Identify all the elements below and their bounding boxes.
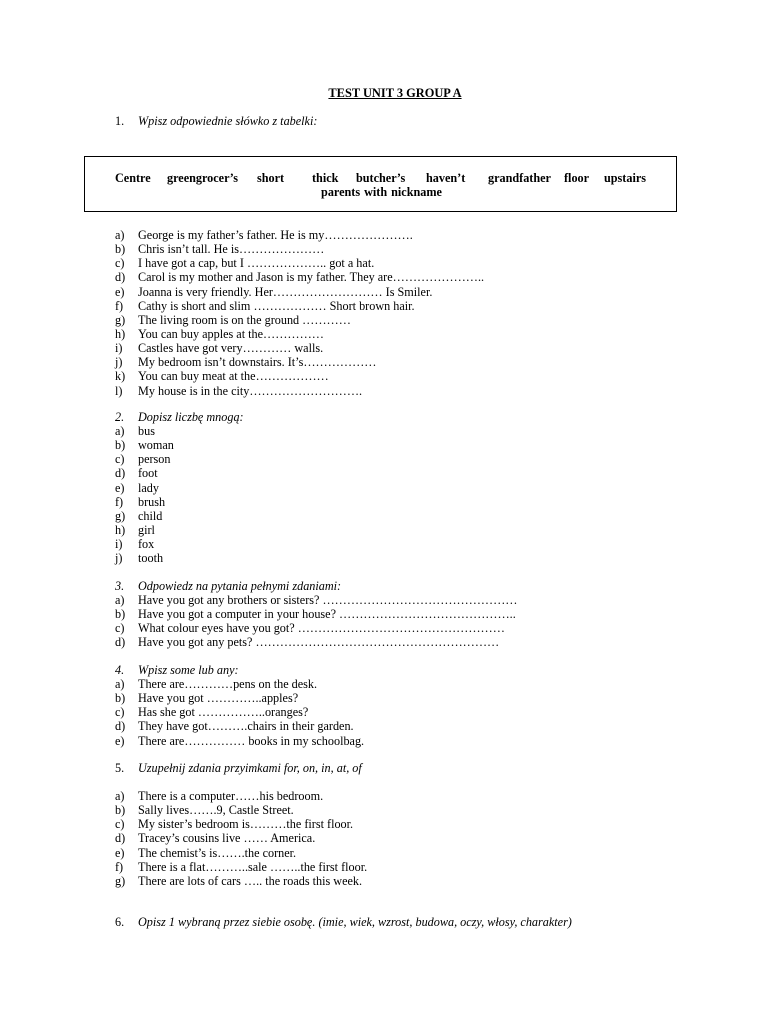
item-letter: k): [115, 369, 126, 384]
item-text: You can buy apples at the……………: [138, 326, 324, 341]
item-letter: d): [115, 270, 126, 285]
list-item: [115, 593, 517, 607]
item-letter: b): [115, 438, 126, 453]
section-instruction: Wpisz some lub any:: [138, 663, 239, 677]
item-text: Joanna is very friendly. Her……………………… Is Smiler.: [138, 284, 433, 299]
list-item: [115, 299, 484, 313]
section-5-heading: [115, 761, 362, 776]
item-letter: f): [115, 494, 124, 509]
list-item: [115, 551, 174, 565]
section-3-heading: [115, 579, 341, 594]
item-letter: a): [115, 677, 125, 691]
item-letter: e): [115, 284, 125, 299]
list-item: [115, 466, 174, 480]
item-letter: e): [115, 733, 125, 748]
list-item: [115, 537, 174, 551]
list-item: [115, 719, 364, 733]
list-item: [115, 313, 484, 327]
item-letter: j): [115, 551, 123, 566]
section-6-heading: [115, 915, 572, 930]
item-text: person: [138, 452, 171, 467]
section-4-heading: [115, 663, 239, 678]
item-text: woman: [138, 438, 174, 453]
list-item: [115, 384, 484, 398]
item-text: Has she got ……………..oranges?: [138, 705, 309, 720]
list-item: [115, 341, 484, 355]
item-text: The living room is on the ground …………: [138, 312, 351, 327]
word-bank-row-1: [115, 171, 646, 186]
item-text: lady: [138, 480, 159, 495]
item-text: My sister’s bedroom is………the first floor.: [138, 817, 354, 832]
list-item: [115, 285, 484, 299]
page-title: TEST UNIT 3 GROUP A: [328, 86, 462, 100]
item-text: My bedroom isn’t downstairs. It’s………………: [138, 355, 377, 370]
item-letter: e): [115, 845, 125, 860]
section-3-list: [115, 593, 517, 650]
item-letter: g): [115, 873, 126, 888]
item-text: bus: [138, 424, 155, 438]
item-text: Carol is my mother and Jason is my father. They are…………………..: [138, 270, 485, 285]
item-letter: c): [115, 452, 125, 467]
item-text: I have got a cap, but I ……………….. got a hat.: [138, 256, 375, 271]
item-letter: b): [115, 242, 126, 257]
word-bank-word: floor: [564, 171, 590, 185]
list-item: [115, 803, 367, 817]
item-text: child: [138, 508, 163, 523]
list-item: [115, 509, 174, 523]
item-letter: i): [115, 341, 123, 356]
list-item: [115, 846, 367, 860]
item-letter: a): [115, 424, 125, 438]
item-letter: b): [115, 691, 126, 706]
item-text: My house is in the city……………………….: [138, 383, 363, 398]
word-bank-word: Centre: [115, 171, 151, 185]
word-bank-word: grandfather: [488, 171, 551, 185]
section-number: 1.: [115, 114, 125, 128]
item-letter: d): [115, 466, 126, 481]
list-item: [115, 734, 364, 748]
item-text: Castles have got very………… walls.: [138, 341, 324, 356]
item-text: brush: [138, 494, 166, 509]
item-letter: b): [115, 607, 126, 622]
list-item: [115, 817, 367, 831]
list-item: [115, 481, 174, 495]
list-item: [115, 495, 174, 509]
word-bank-word: thick: [312, 171, 339, 185]
word-bank-box: [84, 156, 677, 212]
item-letter: d): [115, 831, 126, 846]
item-text: foot: [138, 466, 158, 481]
word-bank-word: butcher’s: [356, 171, 406, 185]
item-text: Cathy is short and slim ……………… Short brown hair.: [138, 298, 415, 313]
list-item: [115, 270, 484, 284]
word-bank-word: greengrocer’s: [167, 171, 239, 185]
item-text: You can buy meat at the………………: [138, 369, 329, 384]
section-number: 6.: [115, 915, 125, 929]
section-2-list: [115, 424, 174, 565]
section-number: 2.: [115, 410, 125, 424]
item-text: Have you got …………..apples?: [138, 691, 299, 706]
word-bank-word: parents: [321, 185, 361, 199]
list-item: [115, 327, 484, 341]
list-item: [115, 369, 484, 383]
list-item: [115, 789, 367, 803]
item-text: There are…………pens on the desk.: [138, 677, 318, 691]
item-letter: c): [115, 256, 125, 271]
list-item: [115, 242, 484, 256]
item-letter: d): [115, 635, 126, 650]
list-item: [115, 705, 364, 719]
list-item: [115, 523, 174, 537]
item-text: Have you got a computer in your house? ……………………………………..: [138, 607, 516, 622]
item-text: What colour eyes have you got? ……………………………………………: [138, 621, 505, 636]
item-letter: h): [115, 326, 126, 341]
item-text: Sally lives…….9, Castle Street.: [138, 803, 294, 818]
list-item: [115, 355, 484, 369]
section-number: 4.: [115, 663, 125, 677]
item-text: Have you got any brothers or sisters? …………………………………………: [138, 593, 518, 607]
item-letter: g): [115, 508, 126, 523]
word-bank-word: with: [364, 185, 388, 199]
item-text: There is a computer……his bedroom.: [138, 789, 324, 803]
word-bank-row-2: [85, 185, 678, 200]
list-item: [115, 607, 517, 621]
item-letter: c): [115, 621, 125, 636]
item-text: tooth: [138, 551, 164, 566]
list-item: [115, 874, 367, 888]
list-item: [115, 691, 364, 705]
item-text: The chemist’s is…….the corner.: [138, 845, 297, 860]
list-item: [115, 228, 484, 242]
item-text: girl: [138, 522, 155, 537]
item-letter: f): [115, 298, 124, 313]
list-item: [115, 424, 174, 438]
item-text: Have you got any pets? ……………………………………………………: [138, 635, 500, 650]
section-4-list: [115, 677, 364, 748]
list-item: [115, 621, 517, 635]
list-item: [115, 256, 484, 270]
list-item: [115, 635, 517, 649]
item-letter: i): [115, 537, 123, 552]
item-letter: b): [115, 803, 126, 818]
word-bank-word: nickname: [391, 185, 442, 199]
item-letter: g): [115, 312, 126, 327]
list-item: [115, 831, 367, 845]
item-text: There are lots of cars ….. the roads this week.: [138, 873, 363, 888]
section-5-list: [115, 789, 367, 888]
section-instruction: Dopisz liczbę mnogą:: [138, 410, 244, 424]
section-instruction: Uzupełnij zdania przyimkami for, on, in, at, of: [138, 761, 362, 775]
item-letter: a): [115, 593, 125, 607]
item-letter: c): [115, 817, 125, 832]
word-bank-word: upstairs: [604, 171, 646, 185]
item-text: There is a flat………..sale ……..the first floor.: [138, 859, 368, 874]
word-bank-word: haven’t: [426, 171, 466, 185]
section-instruction: Odpowiedz na pytania pełnymi zdaniami:: [138, 579, 342, 593]
item-letter: f): [115, 859, 124, 874]
section-2-heading: [115, 410, 244, 425]
item-text: There are…………… books in my schoolbag.: [138, 733, 365, 748]
item-text: George is my father’s father. He is my………………….: [138, 228, 413, 242]
item-text: Chris isn’t tall. He is…………………: [138, 242, 325, 257]
item-letter: d): [115, 719, 126, 734]
section-number: 5.: [115, 761, 125, 775]
item-letter: l): [115, 383, 123, 398]
item-letter: a): [115, 228, 125, 242]
item-letter: e): [115, 480, 125, 495]
section-instruction: Opisz 1 wybraną przez siebie osobę. (imie, wiek, wzrost, budowa, oczy, włosy, charakter): [138, 915, 572, 929]
item-letter: a): [115, 789, 125, 803]
section-1-list: [115, 228, 484, 398]
section-instruction: Wpisz odpowiednie słówko z tabelki:: [138, 114, 318, 128]
item-text: They have got……….chairs in their garden.: [138, 719, 354, 734]
section-number: 3.: [115, 579, 125, 593]
item-letter: j): [115, 355, 123, 370]
list-item: [115, 677, 364, 691]
item-text: fox: [138, 537, 155, 552]
item-letter: c): [115, 705, 125, 720]
list-item: [115, 438, 174, 452]
section-1-heading: [115, 114, 317, 129]
item-text: Tracey’s cousins live …… America.: [138, 831, 316, 846]
word-bank-word: short: [257, 171, 285, 185]
list-item: [115, 452, 174, 466]
item-letter: h): [115, 522, 126, 537]
list-item: [115, 860, 367, 874]
